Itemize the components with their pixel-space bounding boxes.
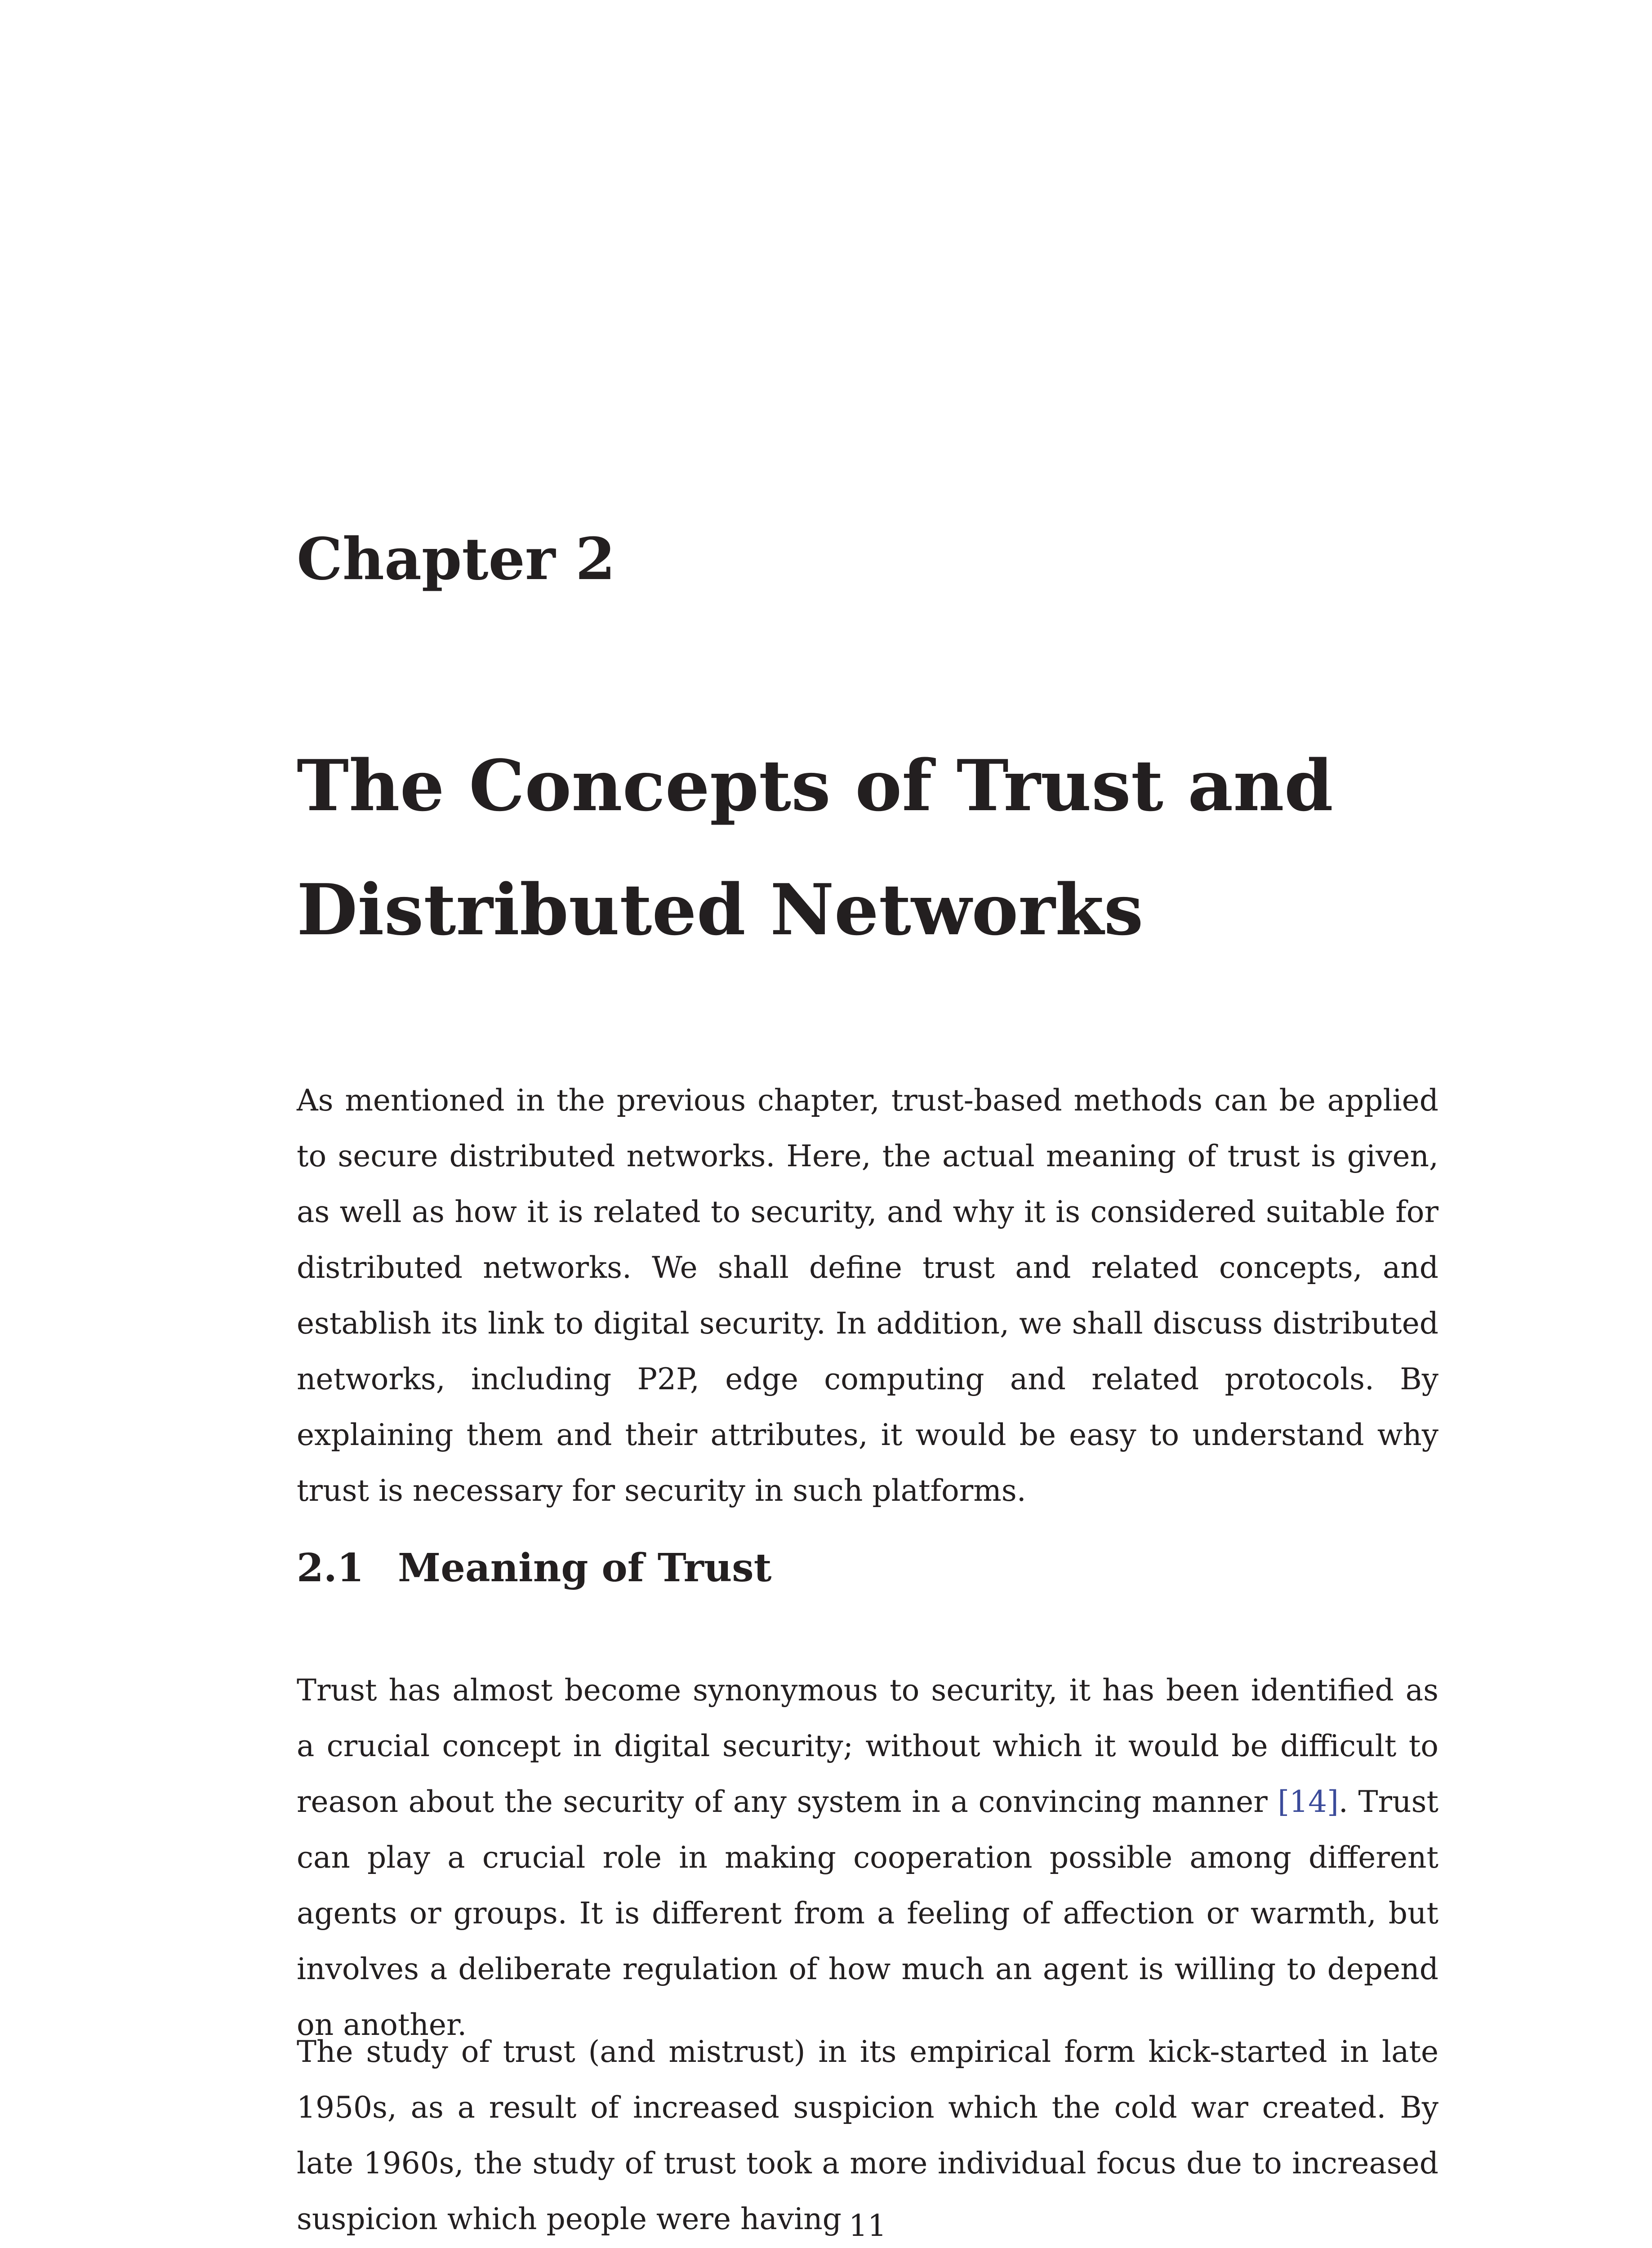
intro-paragraph: As mentioned in the previous chapter, trust-based methods can be applied to secure distributed networks. Here, the actual meaning of trust is given, as well as how it is related to security, and why it is considered suitable for distributed networks. We shall define trust and related concepts, and establish its link to digital security. In addition, we shall discuss distributed networks, including P2P, edge computing and related protocols. By explaining them and their attributes, it would be easy to understand why trust is necessary for security in such platforms. xyxy=(297,1083,1438,1508)
chapter-title-line-2: Distributed Networks xyxy=(297,869,1144,951)
chapter-title xyxy=(297,724,1333,972)
chapter-title-line-1: The Concepts of Trust and xyxy=(297,745,1333,827)
paragraph-1-text-end: . Trust can play a crucial role in making cooperation possible among different agents or groups. It is different from a feeling of affection or warmth, but involves a deliberate regulation of how much an agent is willing to depend on another. xyxy=(297,1784,1438,2042)
body-paragraph-1 xyxy=(297,1663,1438,2053)
body-paragraph-2: The study of trust (and mistrust) in its empirical form kick-started in late 1950s, as a result of increased suspicion which the cold war created. By late 1960s, the study of trust took a more individual focus due to increased suspicion which people were having xyxy=(297,2034,1438,2236)
page-number: 11 xyxy=(849,2208,886,2243)
section-title: Meaning of Trust xyxy=(398,1545,772,1591)
section-number: 2.1 xyxy=(297,1545,364,1591)
chapter-label: Chapter 2 xyxy=(297,526,615,593)
citation-link[interactable]: [14] xyxy=(1278,1784,1339,1819)
paragraph-1-text-start: Trust has almost become synonymous to security, it has been identified as a crucial concept in digital security; without which it would be difficult to reason about the security of any system in a convincing manner xyxy=(297,1673,1438,1819)
section-heading xyxy=(297,1545,772,1591)
